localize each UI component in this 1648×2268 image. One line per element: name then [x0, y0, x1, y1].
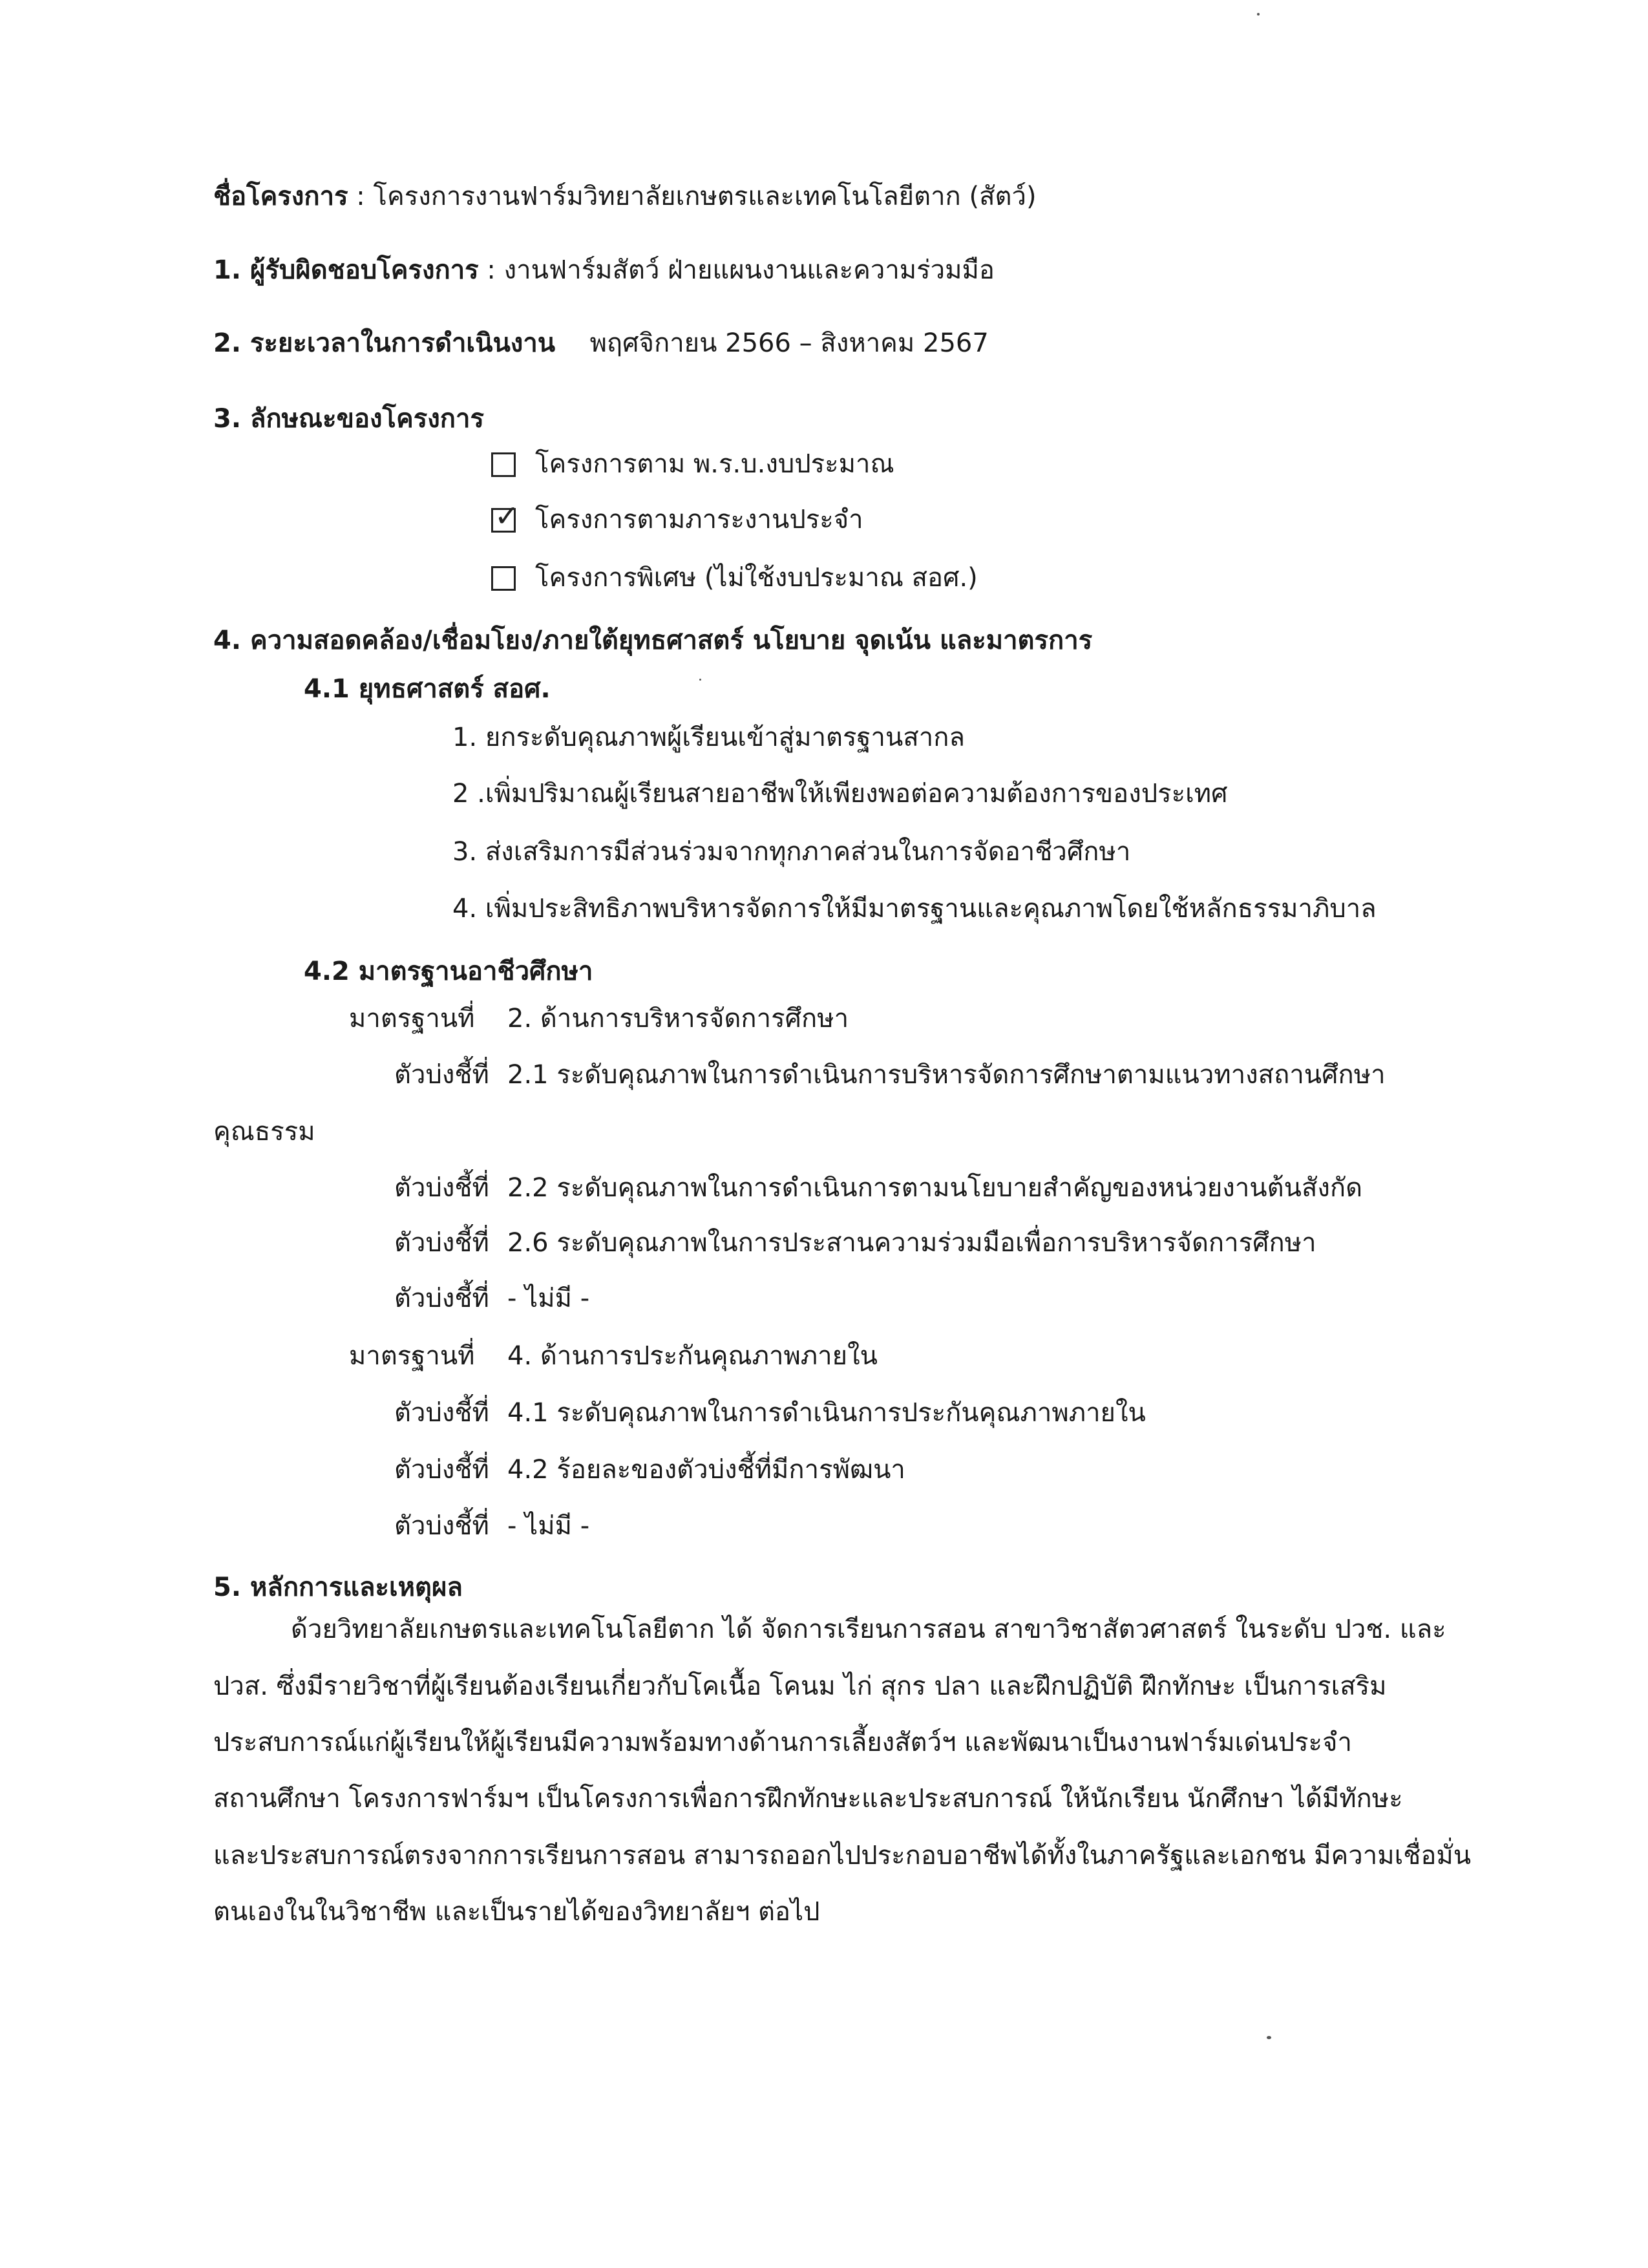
section-4-heading: 4. ความสอดคล้อง/เชื่อมโยง/ภายใต้ยุทธศาสตร์ นโยบาย จุดเน้น และมาตรการ	[213, 626, 1093, 655]
indicator-value: 4.1 ระดับคุณภาพในการดำเนินการประกันคุณภาพภายใน	[507, 1398, 1146, 1428]
checkbox-budget-act[interactable]	[491, 452, 516, 477]
project-title-line	[213, 180, 1037, 213]
paragraph-line: และประสบการณ์ตรงจากการเรียนการสอน สามารถออกไปประกอบอาชีพได้ทั้งในภาครัฐและเอกชน มีความเชื่อมั่น	[213, 1841, 1472, 1871]
paragraph-line: ตนเองในในวิชาชีพ และเป็นรายได้ของวิทยาลัยฯ ต่อไป	[213, 1897, 820, 1927]
checkbox-routine-work[interactable]	[491, 498, 520, 533]
indicator-value: 2.1 ระดับคุณภาพในการดำเนินการบริหารจัดการศึกษาตามแนวทางสถานศึกษา	[507, 1060, 1386, 1090]
indicator-label: ตัวบ่งชี้ที่	[394, 1284, 489, 1313]
indicator-label: ตัวบ่งชี้ที่	[394, 1060, 489, 1090]
indicator-value: 2.6 ระดับคุณภาพในการประสานความร่วมมือเพื่อการบริหารจัดการศึกษา	[507, 1228, 1316, 1258]
section-2-heading: 2. ระยะเวลาในการดำเนินงาน	[213, 328, 556, 358]
strategy-item: 1. ยกระดับคุณภาพผู้เรียนเข้าสู่มาตรฐานสากล	[452, 723, 965, 752]
option-label-routine-work: โครงการตามภาระงานประจำ	[535, 505, 863, 535]
standard-label: มาตรฐานที่	[349, 1341, 475, 1371]
project-name: โครงการงานฟาร์มวิทยาลัยเกษตรและเทคโนโลยีตาก (สัตว์)	[373, 182, 1037, 211]
checkbox-special-project[interactable]	[491, 566, 516, 591]
standard-label: มาตรฐานที่	[349, 1004, 475, 1033]
scan-speck	[699, 679, 701, 681]
option-label-budget-act: โครงการตาม พ.ร.บ.งบประมาณ	[535, 449, 894, 479]
indicator-label: ตัวบ่งชี้ที่	[394, 1511, 489, 1541]
project-separator: :	[348, 182, 374, 211]
check-mark-icon: ✓	[494, 498, 520, 533]
indicator-label: ตัวบ่งชี้ที่	[394, 1455, 489, 1485]
paragraph-line: ด้วยวิทยาลัยเกษตรและเทคโนโลยีตาก ได้ จัดการเรียนการสอน สาขาวิชาสัตวศาสตร์ ในระดับ ปวช. และ	[291, 1615, 1446, 1644]
scan-speck	[1257, 13, 1260, 16]
paragraph-line: สถานศึกษา โครงการฟาร์มฯ เป็นโครงการเพื่อการฝึกทักษะและประสบการณ์ ให้นักเรียน นักศึกษา ได้มีทักษะ	[213, 1784, 1403, 1814]
indicator-label: ตัวบ่งชี้ที่	[394, 1398, 489, 1428]
section-2-value: พฤศจิกายน 2566 – สิงหาคม 2567	[589, 328, 989, 358]
indicator-value: - ไม่มี -	[507, 1511, 590, 1541]
section-4-1-heading: 4.1 ยุทธศาสตร์ สอศ.	[304, 674, 551, 704]
strategy-item: 4. เพิ่มประสิทธิภาพบริหารจัดการให้มีมาตรฐานและคุณภาพโดยใช้หลักธรรมาภิบาล	[452, 894, 1377, 924]
paragraph-line: ปวส. ซึ่งมีรายวิชาที่ผู้เรียนต้องเรียนเกี่ยวกับโคเนื้อ โคนม ไก่ สุกร ปลา และฝึกปฏิบัติ ฝึกทักษะ เป็นการเสริม	[213, 1671, 1387, 1701]
standard-value: 2. ด้านการบริหารจัดการศึกษา	[507, 1004, 849, 1033]
section-2-line	[213, 326, 989, 360]
indicator-label: ตัวบ่งชี้ที่	[394, 1228, 489, 1258]
strategy-item: 2 .เพิ่มปริมาณผู้เรียนสายอาชีพให้เพียงพอต่อความต้องการของประเทศ	[452, 779, 1228, 809]
strategy-item: 3. ส่งเสริมการมีส่วนร่วมจากทุกภาคส่วนในการจัดอาชีวศึกษา	[452, 837, 1131, 867]
indicator-value: 4.2 ร้อยละของตัวบ่งชี้ที่มีการพัฒนา	[507, 1455, 905, 1485]
standard-value: 4. ด้านการประกันคุณภาพภายใน	[507, 1341, 878, 1371]
section-1-heading: 1. ผู้รับผิดชอบโครงการ	[213, 255, 479, 285]
indicator-value-continued: คุณธรรม	[213, 1117, 315, 1147]
section-3-heading: 3. ลักษณะของโครงการ	[213, 404, 484, 434]
option-label-special-project: โครงการพิเศษ (ไม่ใช้งบประมาณ สอศ.)	[535, 563, 978, 593]
section-1-line	[213, 253, 995, 287]
indicator-value: 2.2 ระดับคุณภาพในการดำเนินการตามนโยบายสำคัญของหน่วยงานต้นสังกัด	[507, 1173, 1363, 1203]
scan-speck	[1267, 2036, 1271, 2039]
section-5-heading: 5. หลักการและเหตุผล	[213, 1573, 463, 1602]
indicator-label: ตัวบ่งชี้ที่	[394, 1173, 489, 1203]
section-1-value: : งานฟาร์มสัตว์ ฝ่ายแผนงานและความร่วมมือ	[478, 255, 995, 285]
section-4-2-heading: 4.2 มาตรฐานอาชีวศึกษา	[304, 957, 593, 986]
project-label: ชื่อโครงการ	[213, 182, 348, 211]
indicator-value: - ไม่มี -	[507, 1284, 590, 1313]
paragraph-line: ประสบการณ์แก่ผู้เรียนให้ผู้เรียนมีความพร้อมทางด้านการเลี้ยงสัตว์ฯ และพัฒนาเป็นงานฟาร์มเด่นประจำ	[213, 1728, 1352, 1757]
